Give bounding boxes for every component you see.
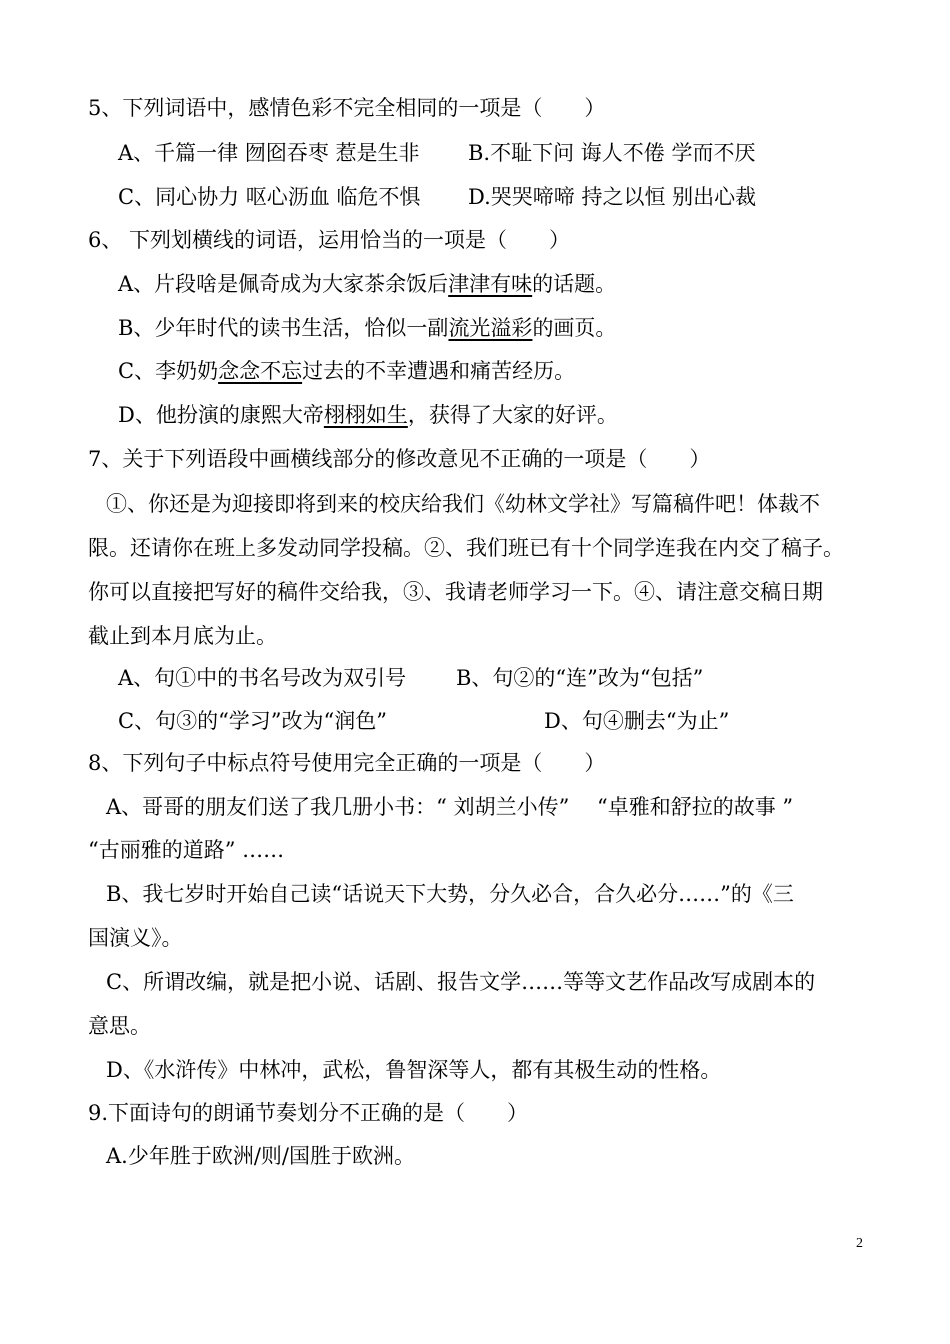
q7-passage-line-4: 截止到本月底为止。: [88, 624, 277, 648]
q8-option-d: D、《水浒传》中林冲，武松，鲁智深等人，都有其极生动的性格。: [106, 1058, 722, 1082]
q8-option-b-line-2: 国演义》。: [88, 926, 183, 950]
q5-stem: 5、下列词语中，感情色彩不完全相同的一项是（ ）: [88, 96, 606, 120]
q5-option-d: D.哭哭啼啼 持之以恒 别出心裁: [468, 185, 757, 209]
q6-option-d-post: ，获得了大家的好评。: [407, 403, 618, 427]
q6-option-b: [118, 312, 616, 344]
q6-option-a: [118, 268, 616, 300]
q6-option-c-pre: C、李奶奶: [118, 359, 219, 383]
q6-option-c: [118, 355, 575, 387]
q9-stem: 9.下面诗句的朗诵节奏划分不正确的是（ ）: [88, 1101, 529, 1125]
q6-option-a-underlined: 津津有味: [448, 272, 533, 296]
q6-option-d-pre: D、他扮演的康熙大帝: [118, 403, 324, 427]
q6-option-b-pre: B、少年时代的读书生活，恰似一副: [118, 316, 449, 340]
q8-stem: 8、下列句子中标点符号使用完全正确的一项是（ ）: [88, 751, 606, 775]
q8-option-a-line-2: “古丽雅的道路” ……: [88, 838, 285, 862]
q7-passage-line-3: 你可以直接把写好的稿件交给我，③、我请老师学习一下。④、请注意交稿日期: [88, 580, 823, 604]
q8-option-c-line-2: 意思。: [88, 1014, 151, 1038]
q7-option-b: B、句②的“连”改为“包括”: [456, 666, 704, 690]
q8-option-c-line-1: C、所谓改编，就是把小说、话剧、报告文学……等等文艺作品改写成剧本的: [106, 970, 816, 994]
q7-option-a: A、句①中的书名号改为双引号: [118, 666, 407, 690]
q5-option-b: B.不耻下问 诲人不倦 学而不厌: [468, 141, 756, 165]
q8-option-b-line-1: B、我七岁时开始自己读“话说天下大势，分久必合，合久必分……”的《三: [106, 882, 794, 906]
q7-option-c: C、句③的“学习”改为“润色”: [118, 709, 388, 733]
q6-option-a-post: 的话题。: [532, 272, 617, 296]
q9-option-a: A.少年胜于欧洲/则/国胜于欧洲。: [106, 1144, 415, 1168]
q6-option-d: [118, 399, 618, 431]
page-number: 2: [856, 1236, 863, 1251]
q8-option-a-line-1: A、哥哥的朋友们送了我几册小书：“ 刘胡兰小传” “卓雅和舒拉的故事 ”: [106, 795, 794, 819]
q5-option-c: C、同心协力 呕心沥血 临危不惧: [118, 185, 421, 209]
q7-passage-line-1: ①、你还是为迎接即将到来的校庆给我们《幼林文学社》写篇稿件吧！体裁不: [106, 492, 820, 516]
q5-option-a: A、千篇一律 囫囵吞枣 惹是生非: [118, 141, 420, 165]
q7-stem: 7、关于下列语段中画横线部分的修改意见不正确的一项是（ ）: [88, 447, 711, 471]
q6-option-c-underlined: 念念不忘: [218, 359, 303, 383]
q6-option-c-post: 过去的不幸遭遇和痛苦经历。: [302, 359, 576, 383]
q6-option-b-underlined: 流光溢彩: [448, 316, 533, 340]
q7-option-d: D、句④删去“为止”: [544, 709, 730, 733]
q7-passage-line-2: 限。还请你在班上多发动同学投稿。②、我们班已有十个同学连我在内交了稿子。: [88, 536, 844, 560]
q6-option-d-underlined: 栩栩如生: [323, 403, 408, 427]
q6-option-b-post: 的画页。: [532, 316, 617, 340]
q6-option-a-pre: A、片段啥是佩奇成为大家茶余饭后: [118, 272, 449, 296]
q6-stem: 6、 下列划横线的词语，运用恰当的一项是（ ）: [88, 228, 571, 252]
